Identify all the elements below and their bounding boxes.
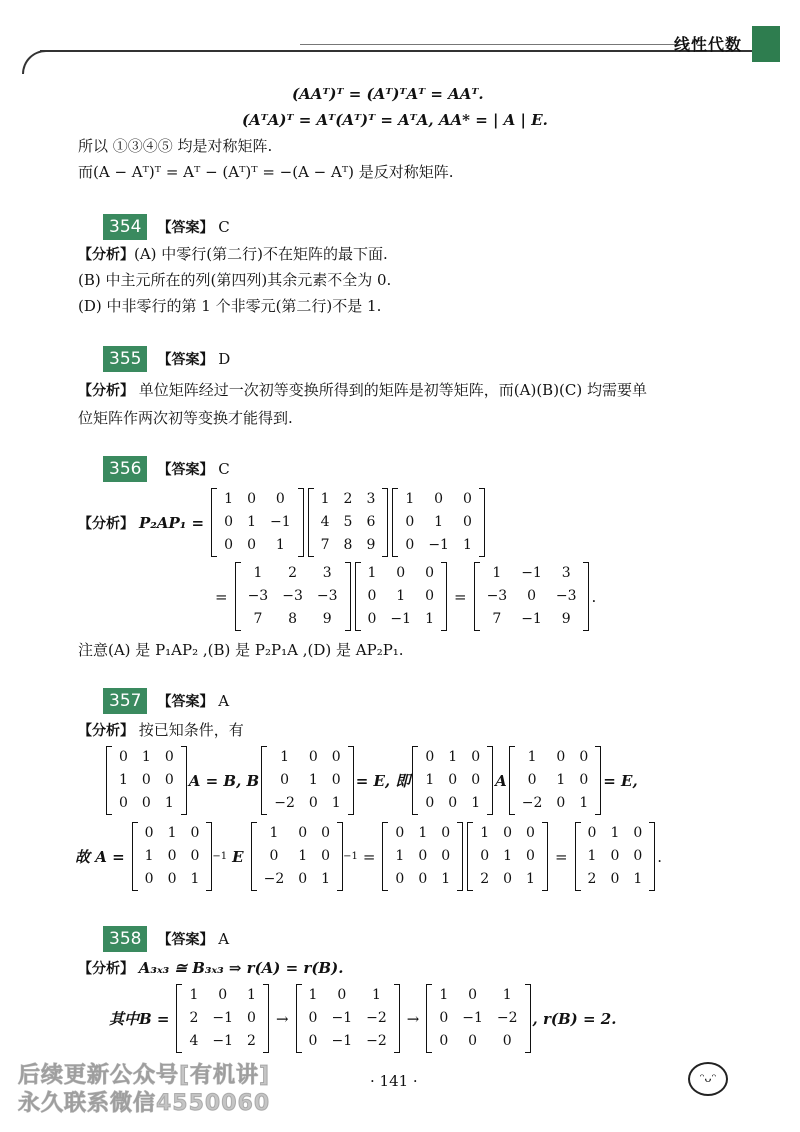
q354-analysis-2: (B) 中主元所在的列(第四列)其余元素不全为 0. bbox=[78, 271, 392, 289]
matrix-cell: 0 bbox=[247, 537, 256, 553]
matrix-cell: 0 bbox=[462, 491, 472, 507]
matrix-cell: −3 bbox=[247, 588, 269, 604]
intro-line3: 所以 ①③④⑤ 均是对称矩阵. bbox=[78, 137, 273, 155]
matrix-cell: 1 bbox=[190, 871, 200, 887]
matrix-cell: −3 bbox=[316, 588, 338, 604]
matrix-cell: 9 bbox=[561, 611, 571, 627]
matrix-cell: 0 bbox=[337, 987, 347, 1003]
matrix-cell: 0 bbox=[164, 772, 174, 788]
matrix-cell: 1 bbox=[224, 491, 234, 507]
matrix-cell: 1 bbox=[471, 795, 481, 811]
matrix-cell: −1 bbox=[269, 514, 291, 530]
matrix-cell: 9 bbox=[366, 537, 376, 553]
q358-header bbox=[103, 926, 229, 952]
analysis-label: 【分析】 bbox=[78, 247, 134, 263]
question-number-badge: 356 bbox=[103, 456, 147, 482]
answer-label: 【答案】 bbox=[157, 220, 214, 236]
matrix-cell: −1 bbox=[331, 1010, 353, 1026]
matrix-cell: 0 bbox=[218, 987, 228, 1003]
matrix-cell: 4 bbox=[320, 514, 330, 530]
matrix bbox=[509, 746, 601, 815]
matrix-cell: 1 bbox=[308, 987, 318, 1003]
analysis-text: (A) 中零行(第二行)不在矩阵的最下面. bbox=[134, 245, 388, 263]
matrix bbox=[308, 488, 389, 557]
matrix bbox=[474, 562, 590, 631]
matrix-cell: 1 bbox=[164, 795, 174, 811]
matrix-cell: 9 bbox=[322, 611, 332, 627]
matrix-cell: 0 bbox=[247, 491, 256, 507]
matrix bbox=[211, 488, 303, 557]
matrix-cell: 7 bbox=[492, 611, 502, 627]
matrix-cell: 1 bbox=[331, 795, 341, 811]
q356-equation-row1 bbox=[78, 488, 487, 557]
matrix-cell: 0 bbox=[396, 565, 406, 581]
analysis-text: 单位矩阵经过一次初等变换所得到的矩阵是初等矩阵，而(A)(B)(C) 均需要单 bbox=[138, 381, 647, 399]
matrix-cell: 2 bbox=[247, 1033, 256, 1049]
matrix-cell: 4 bbox=[189, 1033, 199, 1049]
matrix-cell: 0 bbox=[503, 825, 513, 841]
matrix bbox=[412, 746, 493, 815]
matrix-cell: 0 bbox=[425, 749, 435, 765]
matrix-cell: 1 bbox=[275, 537, 285, 553]
matrix-cell: 0 bbox=[633, 848, 643, 864]
matrix-cell: 2 bbox=[343, 491, 353, 507]
matrix-cell: 1 bbox=[492, 565, 502, 581]
matrix-cell: 0 bbox=[448, 795, 458, 811]
matrix-cell: 0 bbox=[418, 871, 428, 887]
matrix-cell: −1 bbox=[462, 1010, 483, 1026]
matrix-cell: −3 bbox=[555, 588, 577, 604]
equation-text: = E, 即 bbox=[355, 772, 411, 790]
q355-header bbox=[103, 346, 230, 372]
answer-label: 【答案】 bbox=[157, 694, 214, 710]
matrix-cell: 0 bbox=[468, 987, 478, 1003]
matrix-cell: 0 bbox=[190, 848, 200, 864]
answer-value: D bbox=[218, 350, 231, 368]
matrix-cell: −2 bbox=[366, 1033, 387, 1049]
matrix-cell: 0 bbox=[119, 795, 128, 811]
inverse-exponent: −1 bbox=[343, 851, 358, 862]
answer-label: 【答案】 bbox=[157, 462, 214, 478]
matrix bbox=[382, 822, 463, 891]
smiley-logo-icon: ᵔᴗᵔ bbox=[688, 1062, 728, 1096]
equation-text: A bbox=[495, 771, 507, 790]
analysis-text: A₃ₓ₃ ≅ B₃ₓ₃ ⇒ r(A) = r(B). bbox=[138, 959, 344, 977]
matrix-cell: 3 bbox=[322, 565, 332, 581]
matrix-cell: 2 bbox=[189, 1010, 199, 1026]
matrix-cell: 0 bbox=[308, 1033, 318, 1049]
matrix bbox=[355, 562, 447, 631]
matrix-cell: 0 bbox=[610, 848, 620, 864]
matrix-cell: 0 bbox=[367, 611, 377, 627]
equals-sign: = bbox=[215, 587, 228, 606]
matrix-cell: 0 bbox=[308, 749, 318, 765]
matrix-cell: 0 bbox=[308, 795, 318, 811]
matrix-cell: 0 bbox=[556, 749, 566, 765]
matrix-cell: 0 bbox=[119, 749, 128, 765]
matrix-cell: 0 bbox=[144, 825, 154, 841]
matrix-cell: 0 bbox=[331, 772, 341, 788]
matrix-cell: 1 bbox=[527, 749, 537, 765]
matrix-cell: 1 bbox=[502, 987, 512, 1003]
q355-analysis-1 bbox=[78, 380, 647, 401]
inverse-exponent: −1 bbox=[212, 851, 228, 862]
matrix-cell: −1 bbox=[521, 565, 542, 581]
matrix-cell: 0 bbox=[425, 795, 435, 811]
arrow: → bbox=[275, 1009, 289, 1028]
q356-equation-row2 bbox=[210, 562, 596, 631]
matrix-cell: 0 bbox=[395, 871, 405, 887]
period: . bbox=[657, 847, 663, 866]
matrix-cell: 1 bbox=[371, 987, 381, 1003]
matrix-cell: 8 bbox=[343, 537, 353, 553]
matrix bbox=[426, 984, 530, 1053]
matrix-cell: −2 bbox=[263, 871, 285, 887]
matrix bbox=[132, 822, 213, 891]
matrix-cell: 0 bbox=[579, 772, 589, 788]
answer-value: C bbox=[218, 218, 230, 236]
analysis-label: 【分析】 bbox=[78, 515, 134, 532]
matrix-cell: 1 bbox=[247, 514, 256, 530]
matrix-cell: 7 bbox=[320, 537, 330, 553]
matrix-cell: 1 bbox=[462, 537, 472, 553]
matrix-cell: −3 bbox=[486, 588, 508, 604]
matrix-cell: 5 bbox=[343, 514, 353, 530]
matrix-cell: 0 bbox=[434, 491, 444, 507]
q357-equation-row1 bbox=[104, 746, 638, 815]
intro-eq1: (AAᵀ)ᵀ = (Aᵀ)ᵀAᵀ = AAᵀ. bbox=[292, 85, 484, 103]
matrix-cell: 1 bbox=[480, 825, 490, 841]
matrix-cell: 0 bbox=[395, 825, 405, 841]
q356-header bbox=[103, 456, 230, 482]
matrix-cell: 0 bbox=[439, 1033, 449, 1049]
matrix-cell: 1 bbox=[425, 611, 434, 627]
matrix-cell: 0 bbox=[471, 749, 481, 765]
matrix-cell: 1 bbox=[633, 871, 643, 887]
matrix-cell: 0 bbox=[247, 1010, 256, 1026]
matrix-cell: −1 bbox=[428, 537, 449, 553]
matrix bbox=[235, 562, 351, 631]
matrix-cell: 2 bbox=[587, 871, 597, 887]
matrix-cell: 0 bbox=[526, 825, 535, 841]
matrix-cell: 1 bbox=[418, 825, 428, 841]
matrix-cell: −1 bbox=[212, 1010, 234, 1026]
matrix-cell: 0 bbox=[308, 1010, 318, 1026]
matrix-cell: 1 bbox=[425, 772, 435, 788]
matrix-cell: −3 bbox=[282, 588, 303, 604]
matrix-cell: 0 bbox=[579, 749, 589, 765]
matrix-cell: −1 bbox=[390, 611, 412, 627]
q357-equation-row2 bbox=[70, 822, 662, 891]
matrix-cell: 1 bbox=[579, 795, 589, 811]
matrix-cell: 1 bbox=[189, 987, 199, 1003]
matrix-cell: 0 bbox=[331, 749, 341, 765]
matrix-cell: 1 bbox=[556, 772, 566, 788]
matrix-cell: 1 bbox=[526, 871, 535, 887]
matrix-cell: 0 bbox=[269, 848, 279, 864]
matrix-cell: 0 bbox=[471, 772, 481, 788]
matrix-cell: 1 bbox=[253, 565, 263, 581]
matrix-cell: 6 bbox=[366, 514, 376, 530]
matrix-cell: 0 bbox=[633, 825, 643, 841]
intro-eq2: (AᵀA)ᵀ = Aᵀ(Aᵀ)ᵀ = AᵀA, AA* = | A | E. bbox=[242, 111, 548, 129]
matrix-cell: 0 bbox=[224, 537, 234, 553]
header-title: 线性代数 bbox=[673, 35, 742, 54]
analysis-label: 【分析】 bbox=[78, 383, 134, 399]
matrix-cell: −1 bbox=[212, 1033, 234, 1049]
matrix-cell: 1 bbox=[280, 749, 289, 765]
matrix-cell: 0 bbox=[527, 772, 537, 788]
matrix-cell: 8 bbox=[288, 611, 297, 627]
matrix-cell: −2 bbox=[274, 795, 295, 811]
matrix bbox=[261, 746, 353, 815]
q358-analysis-1 bbox=[78, 958, 343, 979]
matrix bbox=[106, 746, 187, 815]
question-number-badge: 357 bbox=[103, 688, 147, 714]
matrix-cell: 1 bbox=[441, 871, 451, 887]
matrix-cell: 1 bbox=[448, 749, 458, 765]
matrix-cell: 0 bbox=[141, 795, 151, 811]
answer-value: A bbox=[218, 930, 230, 948]
matrix-cell: −2 bbox=[366, 1010, 387, 1026]
matrix-cell: 0 bbox=[321, 848, 331, 864]
matrix-cell: 0 bbox=[418, 848, 428, 864]
matrix-cell: −1 bbox=[331, 1033, 353, 1049]
matrix-cell: 0 bbox=[280, 772, 289, 788]
watermark-line-2: 永久联系微信4550060 bbox=[18, 1091, 271, 1116]
matrix bbox=[575, 822, 656, 891]
matrix-cell: 2 bbox=[288, 565, 297, 581]
equation-lhs: 其中B = bbox=[109, 1010, 170, 1028]
matrix-cell: 2 bbox=[480, 871, 490, 887]
question-number-badge: 355 bbox=[103, 346, 147, 372]
q355-analysis-2: 位矩阵作两次初等变换才能得到. bbox=[78, 409, 293, 427]
period: . bbox=[591, 587, 597, 606]
matrix-cell: 0 bbox=[298, 871, 308, 887]
matrix-cell: 1 bbox=[320, 491, 330, 507]
intro-line4: 而(A − Aᵀ)ᵀ = Aᵀ − (Aᵀ)ᵀ = −(A − Aᵀ) 是反对称矩阵. bbox=[78, 163, 454, 181]
q358-equation-row bbox=[104, 984, 616, 1053]
matrix-cell: 0 bbox=[405, 537, 415, 553]
equation-tail: , r(B) = 2. bbox=[532, 1009, 617, 1028]
equation-lhs: P₂AP₁ = bbox=[139, 513, 205, 532]
matrix-cell: 1 bbox=[269, 825, 279, 841]
matrix-cell: 1 bbox=[434, 514, 444, 530]
matrix-cell: 1 bbox=[247, 987, 256, 1003]
matrix-cell: 1 bbox=[503, 848, 513, 864]
matrix-cell: 1 bbox=[308, 772, 318, 788]
matrix-cell: −1 bbox=[521, 611, 542, 627]
q354-analysis-1 bbox=[78, 244, 388, 265]
q356-note: 注意(A) 是 P₁AP₂ ,(B) 是 P₂P₁A ,(D) 是 AP₂P₁. bbox=[78, 641, 404, 659]
matrix-cell: 0 bbox=[556, 795, 566, 811]
matrix bbox=[251, 822, 343, 891]
analysis-text: 按已知条件，有 bbox=[138, 721, 244, 739]
matrix-cell: 0 bbox=[164, 749, 174, 765]
matrix-cell: 0 bbox=[441, 825, 451, 841]
matrix-cell: 1 bbox=[395, 848, 405, 864]
header-rule bbox=[40, 50, 752, 52]
matrix-cell: 0 bbox=[448, 772, 458, 788]
matrix-cell: 1 bbox=[167, 825, 177, 841]
matrix-cell: 0 bbox=[367, 588, 377, 604]
question-number-badge: 358 bbox=[103, 926, 147, 952]
matrix-cell: 1 bbox=[610, 825, 620, 841]
matrix-cell: 0 bbox=[298, 825, 308, 841]
matrix-cell: 0 bbox=[321, 825, 331, 841]
q357-analysis-1 bbox=[78, 720, 244, 741]
equation-text: 故 A = bbox=[75, 848, 125, 866]
q354-analysis-3: (D) 中非零行的第 1 个非零元(第二行)不是 1. bbox=[78, 297, 382, 315]
matrix bbox=[296, 984, 400, 1053]
matrix-cell: 0 bbox=[462, 514, 472, 530]
matrix-cell: 0 bbox=[275, 491, 285, 507]
matrix-cell: 0 bbox=[141, 772, 151, 788]
matrix-cell: 1 bbox=[141, 749, 151, 765]
matrix-cell: 0 bbox=[144, 871, 154, 887]
q354-header bbox=[103, 214, 230, 240]
matrix-cell: 1 bbox=[321, 871, 331, 887]
matrix-cell: 3 bbox=[366, 491, 376, 507]
matrix-cell: 1 bbox=[119, 772, 128, 788]
matrix-cell: −2 bbox=[496, 1010, 518, 1026]
answer-value: C bbox=[218, 460, 230, 478]
analysis-label: 【分析】 bbox=[78, 723, 134, 739]
matrix-cell: 1 bbox=[298, 848, 308, 864]
page-number: · 141 · bbox=[370, 1072, 418, 1090]
header-curve-decoration bbox=[22, 50, 64, 74]
answer-value: A bbox=[218, 692, 230, 710]
matrix-cell: 1 bbox=[587, 848, 597, 864]
equals-sign: = bbox=[453, 587, 467, 606]
answer-label: 【答案】 bbox=[157, 932, 214, 948]
matrix-cell: 7 bbox=[253, 611, 263, 627]
q357-header bbox=[103, 688, 229, 714]
matrix-cell: 0 bbox=[502, 1033, 512, 1049]
watermark-line-1: 后续更新公众号[有机讲] bbox=[18, 1063, 271, 1088]
equals-sign: = bbox=[362, 847, 376, 866]
matrix-cell: 0 bbox=[167, 871, 177, 887]
matrix-cell: 0 bbox=[224, 514, 234, 530]
matrix-cell: 1 bbox=[144, 848, 154, 864]
matrix-cell: 0 bbox=[441, 848, 451, 864]
matrix bbox=[392, 488, 484, 557]
matrix-cell: 0 bbox=[526, 848, 535, 864]
matrix-cell: 0 bbox=[503, 871, 513, 887]
matrix-cell: 3 bbox=[561, 565, 571, 581]
equation-text: E bbox=[232, 847, 244, 866]
matrix-cell: 0 bbox=[167, 848, 177, 864]
answer-label: 【答案】 bbox=[157, 352, 214, 368]
header-thin-rule bbox=[300, 44, 680, 45]
equation-text: A = B, B bbox=[188, 771, 260, 790]
matrix-cell: 1 bbox=[396, 588, 406, 604]
matrix-cell: 0 bbox=[439, 1010, 449, 1026]
matrix-cell: 0 bbox=[190, 825, 200, 841]
matrix-cell: 1 bbox=[367, 565, 377, 581]
matrix-cell: 0 bbox=[425, 588, 434, 604]
header-color-tab bbox=[752, 26, 780, 62]
equals-sign: = bbox=[554, 847, 568, 866]
matrix bbox=[176, 984, 268, 1053]
question-number-badge: 354 bbox=[103, 214, 147, 240]
matrix-cell: 1 bbox=[439, 987, 449, 1003]
matrix-cell: 0 bbox=[527, 588, 536, 604]
matrix-cell: 0 bbox=[480, 848, 490, 864]
equation-text: = E, bbox=[603, 771, 638, 790]
matrix-cell: 0 bbox=[468, 1033, 478, 1049]
arrow: → bbox=[406, 1009, 420, 1028]
matrix-cell: 0 bbox=[405, 514, 415, 530]
matrix-cell: 0 bbox=[610, 871, 620, 887]
matrix-cell: 1 bbox=[405, 491, 415, 507]
matrix bbox=[467, 822, 548, 891]
matrix-cell: −2 bbox=[521, 795, 543, 811]
matrix-cell: 0 bbox=[587, 825, 597, 841]
analysis-label: 【分析】 bbox=[78, 961, 134, 977]
matrix-cell: 0 bbox=[425, 565, 434, 581]
